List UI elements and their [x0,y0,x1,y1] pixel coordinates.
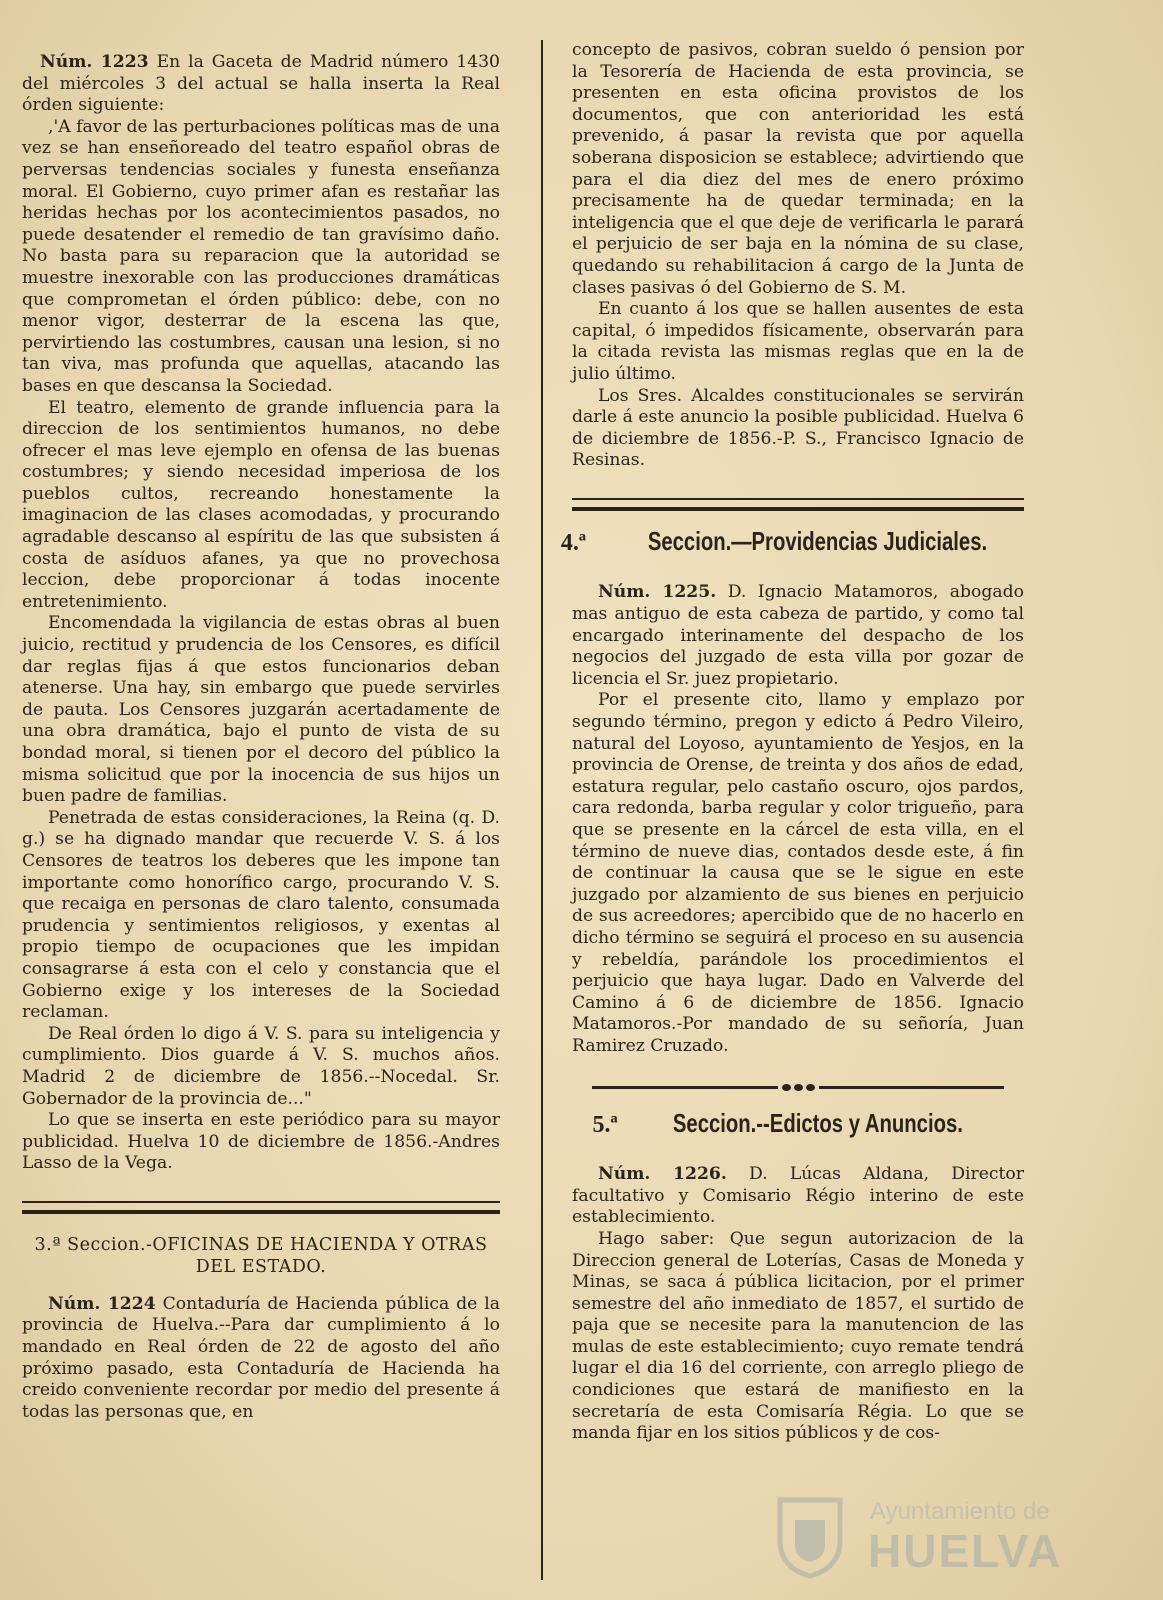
entry-number: Núm. 1224 [48,1293,156,1314]
paragraph: Los Sres. Alcaldes constitucionales se servirán darle á este anuncio la posible publicidad. Huelva 6 de diciembre de 1856.-P. S., Francisco Ignacio de Resinas. [572,385,1024,471]
watermark-top-text: Ayuntamiento de [870,1498,1050,1525]
paragraph: Por el presente cito, llamo y emplazo por segundo término, pregon y edicto á Pedro Vileiro, natural del Loyoso, ayuntamiento de Yesjos, en la provincia de Orense, de treinta y dos años de edad, estatura regular, pelo castaño oscuro, ojos pardos, cara redonda, barba regular y color trigueño, para que se presente en la cárcel de esta villa, en el término de nueve dias, contados desde este, á fin de continuar la causa que se le sigue en este juzgado por alzamiento de sus bienes en perjuicio de sus acreedores; apercibido que de no hacerlo en dicho término se seguirá el proceso en su ausencia y rebeldía, parándole los procedimientos el perjuicio que haya lugar. Dado en Valverde del Camino á 6 de diciembre de 1856. Ignacio Matamoros.-Por mandado de su señoría, Juan Ramirez Cruzado. [572,690,1024,1056]
section-title: Seccion.--Edictos y Anuncios. [672,1107,963,1138]
paragraph: ,'A favor de las perturbaciones políticas mas de una vez se han enseñoreado del teatro español obras de perversas tendencias sociales y funesta enseñanza moral. El Gobierno, cuyo primer afan es restañar las heridas hechas por los acontecimientos pasados, no puede desatender el remedio de tan gravísimo daño. No basta para su reparacion que la autoridad se muestre inexorable con las producciones dramáticas que comprometan el órden público: debe, con no menor vigor, desterrar de la escena las que, pervirtiendo las costumbres, causan una lesion, si no tan viva, mas profunda que aquellas, atacando las bases en que descansa la Sociedad. [22,116,500,396]
entry-1224 [22,1294,500,1424]
paragraph: De Real órden lo digo á V. S. para su inteligencia y cumplimiento. Dios guarde á V. S. muchos años. Madrid 2 de diciembre de 1856.--Nocedal. Sr. Gobernador de la provincia de..." [22,1023,500,1109]
entry-1223-intro [22,52,500,117]
ornamental-divider [592,1084,1004,1091]
paragraph: Lo que se inserta en este periódico para su mayor publicidad. Huelva 10 de diciembre de 1856.-Andres Lasso de la Vega. [22,1110,500,1174]
paragraph: Penetrada de estas consideraciones, la Reina (q. D. g.) se ha dignado mandar que recuerde V. S. á los Censores de teatros los deberes que les impone tan importante como honorífico cargo, procurando V. S. que recaiga en personas de claro talento, consumada prudencia y sentimientos religiosos, y exentas al propio tiempo de ocupaciones que les impidan consagrarse á esta con el celo y constancia que el Gobierno exige y los intereses de la Sociedad reclaman. [22,807,500,1023]
section-5-heading [572,1107,1024,1138]
entry-number: Núm. 1223 [40,52,149,72]
entry-text: D. Lúcas Aldana, Director facultativo y Comisario Régio interino de este establecimiento. [572,1164,1024,1228]
section-number: 5.ª [592,1111,618,1138]
watermark-logo [760,1490,1100,1580]
entry-1225-head [572,582,1024,690]
paragraph: concepto de pasivos, cobran sueldo ó pension por la Tesorería de Hacienda de esta provincia, se presenten en esta oficina provistos de los documentos, que con anterioridad les está prevenido, á pasar la revista que por aquella soberana disposicion se establece; advirtiendo que para el dia diez del mes de enero próximo precisamente ha de quedar terminada; en la inteligencia que el que deje de verificarla le parará el perjuicio de ser baja en la nómina de su clase, quedando su rehabilitacion á cargo de la Junta de clases pasivas ó del Gobierno de S. M. [572,40,1024,298]
coat-of-arms-icon [760,1490,860,1580]
right-column [560,40,1025,1445]
entry-text: En la Gaceta de Madrid número 1430 del miércoles 3 del actual se halla inserta la Real órden siguiente: [22,52,500,116]
section-divider [22,1201,500,1214]
paragraph: Encomendada la vigilancia de estas obras al buen juicio, rectitud y prudencia de los Censores, es difícil dar reglas fijas á que estos funcionarios deban atenerse. Una hay, sin embargo que puede servirles de pauta. Los Censores juzgarán acertadamente de una obra dramática, bajo el punto de vista de su bondad moral, si tienen por el decoro del público la misma solicitud que por la inocencia de sus hijos un buen padre de familias. [22,613,500,807]
column-rule [541,40,543,1580]
entry-text: Contaduría de Hacienda pública de la provincia de Huelva.--Para dar cumplimiento á lo mandado en Real órden de 22 de agosto del año próximo pasado, esta Contaduría de Hacienda ha creido conveniente recordar por medio del presente á todas las personas que, en [22,1293,501,1422]
section-3-heading: 3.ª Seccion.-OFICINAS DE HACIENDA Y OTRAS DEL ESTADO. [34,1234,488,1277]
paragraph: El teatro, elemento de grande influencia para la direccion de los sentimientos humanos, no debe ofrecer el mas leve ejemplo en ofensa de las buenas costumbres; y siendo necesidad imperiosa de los pueblos cultos, recreando honestamente la imaginacion de las clases acomodadas, y procurando agradable descanso al espíritu de las que subsisten á costa de asíduos afanes, ya que no provechosa leccion, debe proporcionar á todas inocente entretenimiento. [22,397,500,612]
entry-text: D. Ignacio Matamoros, abogado mas antiguo de esta cabeza de partido, y como tal encargado interinamente del despacho de los negocios del juzgado de esta villa por gozar de licencia el Sr. juez propietario. [572,582,1025,689]
entry-number: Núm. 1225. [598,582,717,603]
watermark-bottom-text: HUELVA [868,1525,1063,1577]
section-divider [572,498,1024,511]
section-title: Seccion.—Providencias Judiciales. [647,525,988,556]
left-column [22,52,500,1423]
paragraph: En cuanto á los que se hallen ausentes de esta capital, ó impedidos físicamente, observarán para la citada revista las mismas reglas que en la de julio último. [572,299,1024,384]
paragraph: Hago saber: Que segun autorizacion de la Direccion general de Loterías, Casas de Moneda y Minas, se saca á pública licitacion, por el primer semestre del año inmediato de 1857, el surtido de paja que se necesite para la manutencion de las mulas de este establecimiento; cuyo remate tendrá lugar el dia 16 del corriente, con arreglo pliego de condiciones que estará de manifiesto en la secretaría de esta Comisaría Régia. Lo que se manda fijar en los sitios públicos y de cos- [572,1228,1024,1444]
section-number: 4.ª [560,529,587,556]
entry-1226-head [572,1164,1024,1229]
section-4-heading [560,525,1024,556]
entry-number: Núm. 1226. [598,1164,727,1185]
